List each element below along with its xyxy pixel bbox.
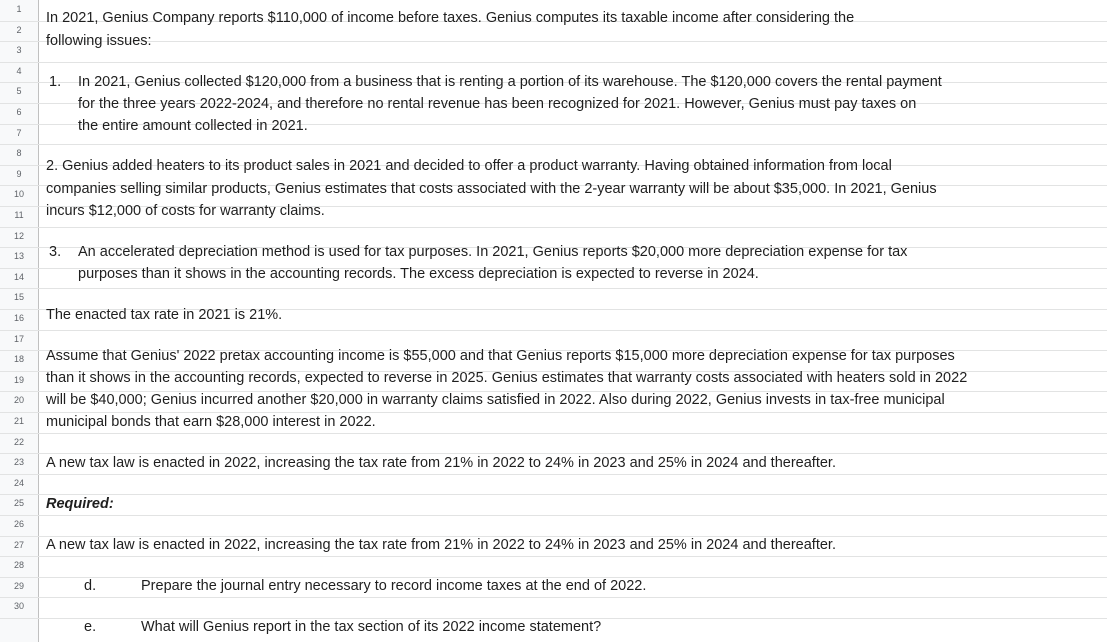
- row-number[interactable]: 8: [16, 148, 22, 159]
- row-number[interactable]: 26: [13, 519, 24, 529]
- row-gridline: [0, 597, 1107, 598]
- row-gridline: [0, 494, 1107, 495]
- row-gridline: [0, 288, 1107, 289]
- row-number[interactable]: 6: [16, 107, 22, 117]
- row-number[interactable]: 14: [13, 271, 24, 282]
- cell-row-20[interactable]: municipal bonds that earn $28,000 interest in 2022.: [46, 414, 376, 430]
- cell-row-17[interactable]: Assume that Genius' 2022 pretax accounting income is $55,000 and that Genius reports $15,000 more depreciation expense for tax purposes: [46, 348, 955, 364]
- row-number[interactable]: 28: [13, 560, 24, 571]
- item-3-number[interactable]: 3.: [49, 244, 62, 260]
- part-e-label[interactable]: e.: [84, 619, 97, 635]
- row-number[interactable]: 10: [13, 189, 24, 200]
- row-number[interactable]: 24: [13, 477, 24, 488]
- cell-row-15[interactable]: The enacted tax rate in 2021 is 21%.: [46, 307, 283, 323]
- row-number[interactable]: 29: [13, 580, 24, 591]
- cell-row-9[interactable]: companies selling similar products, Genius estimates that costs associated with the 2-year warranty will be about $35,000. In 2021, Genius: [46, 181, 937, 197]
- row-number[interactable]: 27: [13, 539, 24, 550]
- part-d-text[interactable]: Prepare the journal entry necessary to record income taxes at the end of 2022.: [141, 578, 647, 594]
- cell-row-18[interactable]: than it shows in the accounting records, expected to reverse in 2025. Genius estimates that warranty costs associated with heaters sold in 2022: [46, 370, 968, 386]
- row-number[interactable]: 25: [13, 498, 24, 509]
- row-number[interactable]: 21: [13, 416, 24, 426]
- row-header-column: [0, 0, 39, 642]
- row-number[interactable]: 7: [16, 127, 22, 138]
- row-gridline: [0, 330, 1107, 331]
- row-number[interactable]: 1: [16, 4, 22, 14]
- item-1-number[interactable]: 1.: [49, 74, 62, 90]
- row-number[interactable]: 3: [16, 45, 22, 56]
- row-gridline: [0, 433, 1107, 434]
- row-number[interactable]: 19: [13, 374, 24, 385]
- row-number[interactable]: 9: [16, 168, 22, 179]
- row-number[interactable]: 18: [13, 354, 24, 365]
- cell-row-10[interactable]: incurs $12,000 of costs for warranty claims.: [46, 203, 325, 219]
- cell-row-1[interactable]: In 2021, Genius Company reports $110,000 of income before taxes. Genius computes its taxable income after considering the: [46, 10, 855, 26]
- cell-row-22[interactable]: A new tax law is enacted in 2022, increasing the tax rate from 21% in 2022 to 24% in 2023 and 25% in 2024 and thereafter.: [46, 455, 836, 471]
- required-heading[interactable]: Required:: [46, 496, 114, 512]
- cell-row-26[interactable]: A new tax law is enacted in 2022, increasing the tax rate from 21% in 2022 to 24% in 2023 and 25% in 2024 and thereafter.: [46, 537, 836, 553]
- cell-row-13[interactable]: purposes than it shows in the accounting records. The excess depreciation is expected to reverse in 2024.: [78, 266, 759, 282]
- row-number[interactable]: 11: [14, 210, 24, 220]
- cell-row-4[interactable]: In 2021, Genius collected $120,000 from a business that is renting a portion of its warehouse. The $120,000 covers the rental payment: [78, 74, 942, 90]
- part-e-text[interactable]: What will Genius report in the tax section of its 2022 income statement?: [141, 619, 602, 635]
- cell-row-6[interactable]: the entire amount collected in 2021.: [78, 118, 308, 134]
- part-d-label[interactable]: d.: [84, 578, 97, 594]
- row-number[interactable]: 22: [13, 436, 24, 447]
- row-number[interactable]: 15: [13, 292, 24, 303]
- row-gridline: [0, 144, 1107, 145]
- cell-row-12[interactable]: An accelerated depreciation method is used for tax purposes. In 2021, Genius reports $20,000 more depreciation expense for tax: [78, 244, 908, 260]
- row-number[interactable]: 4: [16, 65, 22, 76]
- cell-row-19[interactable]: will be $40,000; Genius incurred another $20,000 in warranty claims satisfied in 2022. Also during 2022, Genius invests in tax-free municipal: [46, 392, 945, 408]
- row-number[interactable]: 2: [16, 24, 22, 35]
- row-number[interactable]: 12: [13, 230, 24, 241]
- cell-row-8[interactable]: 2. Genius added heaters to its product sales in 2021 and decided to offer a product warranty. Having obtained information from local: [46, 158, 892, 174]
- row-gridline: [0, 41, 1107, 42]
- row-number[interactable]: 30: [13, 601, 24, 612]
- row-number[interactable]: 5: [16, 86, 22, 97]
- row-number[interactable]: 16: [13, 313, 24, 323]
- cell-row-5[interactable]: for the three years 2022-2024, and therefore no rental revenue has been recognized for 2021. However, Genius must pay taxes on: [78, 96, 917, 112]
- cell-row-2[interactable]: following issues:: [46, 33, 152, 49]
- row-number[interactable]: 20: [13, 395, 24, 406]
- row-gridline: [0, 62, 1107, 63]
- row-gridline: [0, 227, 1107, 228]
- row-gridline: [0, 474, 1107, 475]
- row-number[interactable]: 23: [13, 457, 24, 468]
- row-number[interactable]: 17: [13, 333, 24, 344]
- row-gridline: [0, 556, 1107, 557]
- row-number[interactable]: 13: [13, 251, 24, 262]
- row-gridline: [0, 515, 1107, 516]
